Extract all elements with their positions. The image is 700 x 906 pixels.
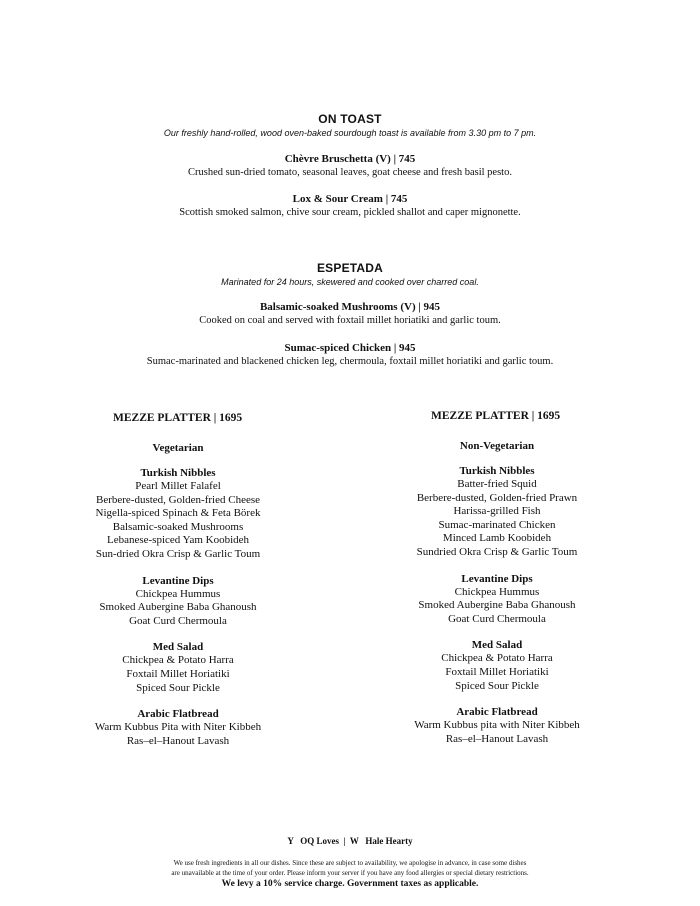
list-item: Berbere-dusted, Golden-fried Prawn	[416, 491, 578, 504]
list-item: Harissa-grilled Fish	[453, 505, 541, 518]
group-title: Levantine Dips	[142, 574, 214, 587]
list-item: Smoked Aubergine Baba Ghanoush	[99, 601, 257, 614]
list-item: Batter-fried Squid	[457, 478, 537, 490]
group-title: Arabic Flatbread	[137, 708, 219, 721]
mezze-nonveg-subtitle: Non-Vegetarian	[459, 440, 535, 452]
list-item: Berbere-dusted, Golden-fried Cheese	[95, 493, 261, 506]
espetada-item-1-name: Balsamic-soaked Mushrooms (V) | 945	[259, 301, 441, 313]
list-item: Warm Kubbus Pita with Niter Kibbeh	[94, 721, 262, 734]
list-item: Sumac-marinated Chicken	[438, 518, 556, 531]
mezze-nonveg-group-dips	[382, 572, 612, 627]
group-title: Arabic Flatbread	[456, 706, 538, 719]
list-item: Sun-dried Okra Crisp & Garlic Toum	[95, 547, 261, 560]
mezze-nonveg-title: MEZZE PLATTER | 1695	[431, 410, 561, 422]
list-item: Smoked Aubergine Baba Ghanoush	[418, 599, 576, 612]
list-item: Chickpea & Potato Harra	[122, 654, 234, 667]
toast-title: ON TOAST	[318, 112, 382, 126]
list-item: Ras–el–Hanout Lavash	[445, 732, 549, 745]
list-item: Spiced Sour Pickle	[455, 679, 539, 692]
toast-item-2-desc: Scottish smoked salmon, chive sour cream, pickled shallot and caper mignonette.	[179, 207, 521, 218]
group-title: Levantine Dips	[461, 572, 533, 585]
group-title: Turkish Nibbles	[459, 465, 535, 477]
list-item: Sundried Okra Crisp & Garlic Toum	[416, 545, 578, 558]
toast-subtitle: Our freshly hand-rolled, wood oven-baked sourdough toast is available from 3.30 pm to 7 pm.	[163, 128, 537, 138]
group-title: Turkish Nibbles	[140, 467, 216, 479]
list-item: Foxtail Millet Horiatiki	[445, 665, 549, 678]
list-item: Pearl Millet Falafel	[135, 480, 221, 492]
mezze-veg-group-flatbread	[63, 707, 293, 748]
list-item: Chickpea Hummus	[454, 585, 540, 598]
espetada-subtitle: Marinated for 24 hours, skewered and cooked over charred coal.	[221, 277, 479, 287]
footer-note-line-1: We use fresh ingredients in all our dishes. Since these are subject to availability, we apologise in advance, in case some dishes	[173, 859, 527, 867]
list-item: Chickpea & Potato Harra	[441, 652, 553, 665]
mezze-veg-group-dips	[63, 574, 293, 629]
toast-item-2-name: Lox & Sour Cream | 745	[292, 193, 408, 205]
mezze-vegetarian-column	[63, 412, 293, 748]
list-item: Spiced Sour Pickle	[136, 681, 220, 694]
espetada-item-1-desc: Cooked on coal and served with foxtail millet horiatiki and garlic toum.	[199, 315, 501, 326]
espetada-item-2-desc: Sumac-marinated and blackened chicken leg, chermoula, foxtail millet horiatiki and garlic toum.	[146, 356, 554, 367]
list-item: Minced Lamb Koobideh	[442, 532, 552, 545]
toast-item-1-desc: Crushed sun-dried tomato, seasonal leaves, goat cheese and fresh basil pesto.	[188, 167, 512, 178]
mezze-nonveg-column	[382, 410, 612, 746]
list-item: Nigella-spiced Spinach & Feta Börek	[95, 507, 261, 520]
dietary-legend: Y OQ Loves | W Hale Hearty	[287, 836, 413, 846]
espetada-title: ESPETADA	[316, 261, 384, 275]
mezze-veg-group-salad	[63, 640, 293, 695]
mezze-veg-group-nibbles	[63, 466, 293, 562]
mezze-nonveg-group-salad	[382, 638, 612, 693]
list-item: Ras–el–Hanout Lavash	[126, 734, 230, 747]
list-item: Balsamic-soaked Mushrooms	[112, 520, 244, 533]
list-item: Goat Curd Chermoula	[129, 614, 227, 627]
footer-note-line-2: are unavailable at the time of your order. Please inform your server if you have any food allergies or special dietary restrictions.	[171, 869, 529, 877]
list-item: Warm Kubbus pita with Niter Kibbeh	[414, 719, 580, 732]
toast-item-1-name: Chèvre Bruschetta (V) | 745	[284, 153, 416, 165]
mezze-veg-subtitle: Vegetarian	[152, 442, 204, 454]
list-item: Foxtail Millet Horiatiki	[126, 667, 230, 680]
list-item: Lebanese-spiced Yam Koobideh	[106, 534, 250, 547]
mezze-veg-title: MEZZE PLATTER | 1695	[113, 412, 243, 424]
group-title: Med Salad	[471, 639, 523, 652]
list-item: Chickpea Hummus	[135, 587, 221, 600]
service-charge-note: We levy a 10% service charge. Government taxes as applicable.	[221, 879, 479, 889]
list-item: Goat Curd Chermoula	[448, 612, 546, 625]
espetada-item-2-name: Sumac-spiced Chicken | 945	[284, 342, 416, 354]
mezze-nonveg-group-nibbles	[382, 464, 612, 560]
group-title: Med Salad	[152, 641, 204, 654]
mezze-nonveg-group-flatbread	[382, 705, 612, 746]
